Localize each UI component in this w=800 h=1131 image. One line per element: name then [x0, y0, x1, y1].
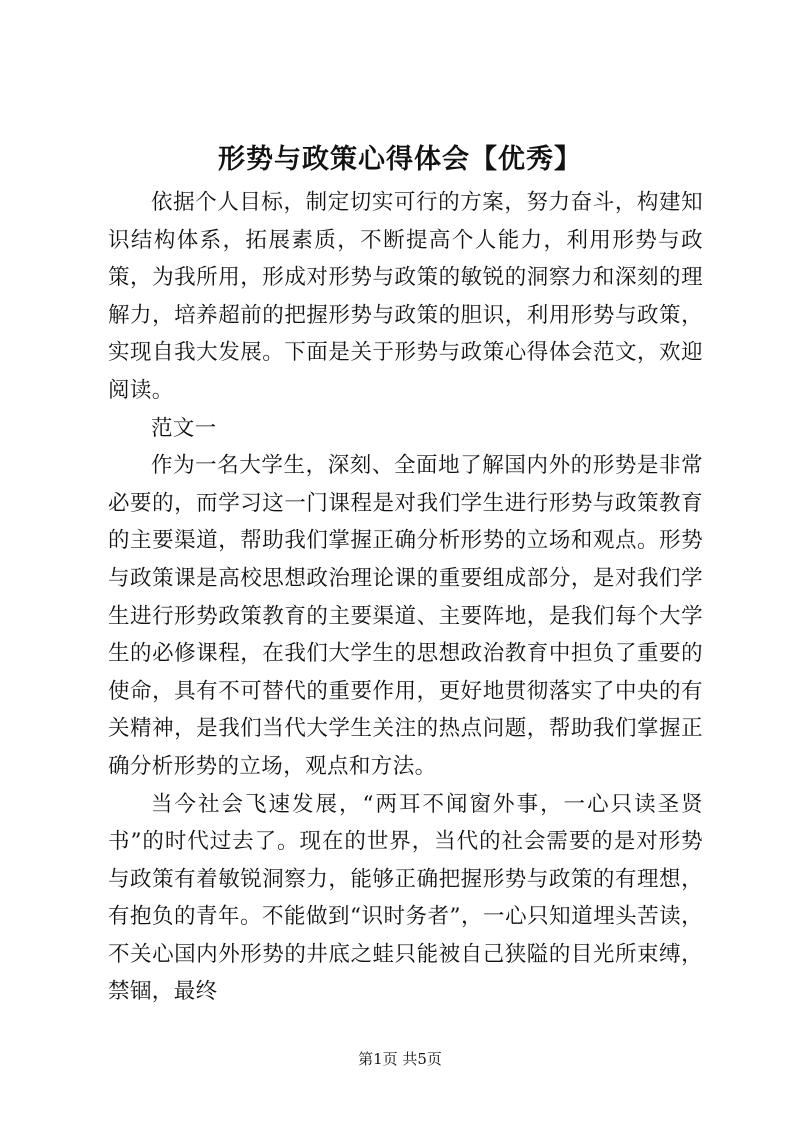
body-paragraph: 作为一名大学生，深刻、全面地了解国内外的形势是非常必要的，而学习这一门课程是对我们学生进行形势与政策教育的主要渠道，帮助我们掌握正确分析形势的立场和观点。形势与政策课是高校思想政治理论课的重要组成部分，是对我们学生进行形势政策教育的主要渠道、主要阵地，是我们每个大学生的必修课程，在我们大学生的思想政治教育中担负了重要的使命，具有不可替代的重要作用，更好地贯彻落实了中央的有关精神，是我们当代大学生关注的热点问题，帮助我们掌握正确分析形势的立场，观点和方法。 [108, 453, 703, 779]
section-heading: 范文一 [151, 415, 217, 441]
document-title: 形势与政策心得体会【优秀】 [218, 144, 582, 175]
body-paragraph: 当今社会飞速发展，“两耳不闻窗外事，一心只读圣贤书”的时代过去了。现在的世界，当代的社会需要的是对形势与政策有着敏锐洞察力，能够正确把握形势与政策的有理想，有抱负的青年。不能做到“识时务者”，一心只知道埋头苦读，不关心国内外形势的井底之蛙只能被自己狭隘的目光所束缚，禁锢，最终 [108, 791, 703, 1005]
document-body [108, 184, 703, 1011]
page-number-footer: 第1页 共5页 [358, 1050, 442, 1068]
intro-paragraph: 依据个人目标，制定切实可行的方案，努力奋斗，构建知识结构体系，拓展素质，不断提高个人能力，利用形势与政策，为我所用，形成对形势与政策的敏锐的洞察力和深刻的理解力，培养超前的把握形势与政策的胆识，利用形势与政策，实现自我大发展。下面是关于形势与政策心得体会范文，欢迎阅读。 [108, 190, 703, 403]
